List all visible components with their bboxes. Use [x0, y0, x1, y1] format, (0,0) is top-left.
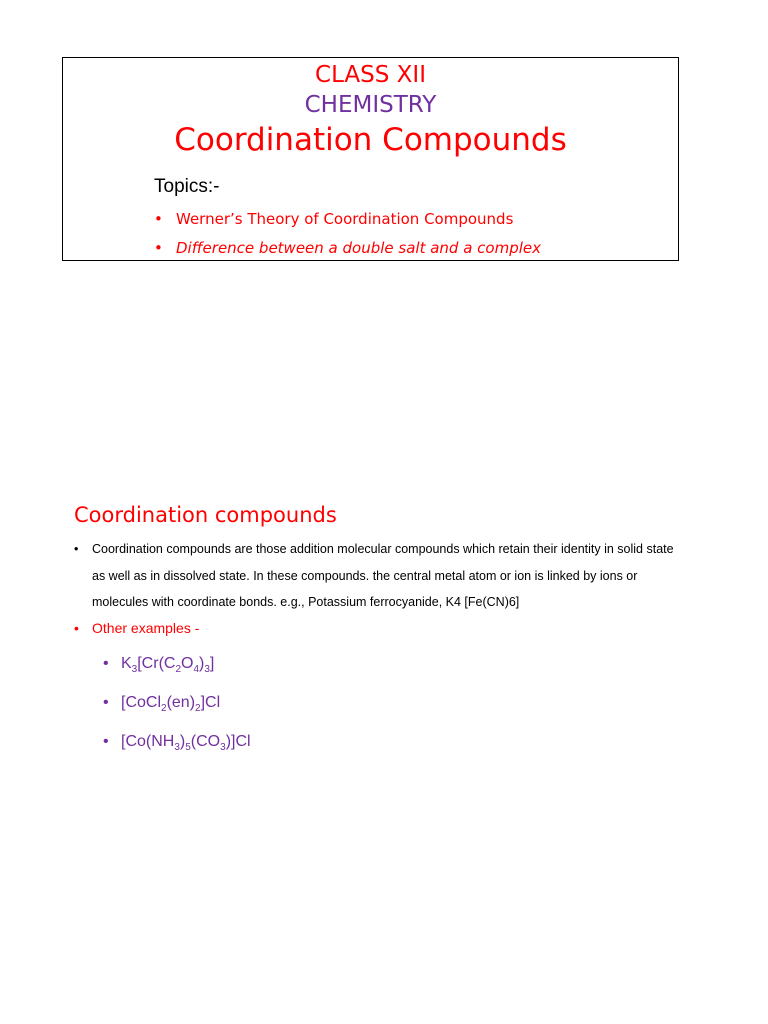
section-title: Coordination compounds [74, 503, 337, 527]
subject-label: CHEMISTRY [304, 92, 437, 118]
formula-text: $K_3[Cr(C_2O_4)_3]$ [121, 655, 215, 676]
formula-item [103, 730, 251, 769]
topic-text: Werner’s Theory of Coordination Compounds [176, 210, 514, 228]
formula-text: $[Co(NH_3)_5(CO_3)]Cl$ [121, 733, 251, 754]
bullet-icon: • [154, 210, 163, 228]
formula-list [103, 652, 251, 769]
formula-item [103, 652, 251, 691]
bullet-icon: • [103, 655, 109, 672]
formula-item [103, 691, 251, 730]
slide-title: Coordination Compounds [174, 122, 567, 158]
bullet-icon: • [74, 542, 79, 556]
formula-text: $[CoCl_2(en)_2]Cl$ [121, 694, 221, 715]
paragraph-text: Coordination compounds are those addition molecular compounds which retain their identity in solid state as well as in dissolved state. In these compounds. the central metal atom or ion is linked by ions or molecules with coordinate bonds. e.g., Potassium ferrocyanide, K4 [Fe(CN)6] [92, 542, 674, 609]
bullet-icon: • [103, 694, 109, 711]
other-examples-label: Other examples - [92, 620, 200, 636]
topic-text: Difference between a double salt and a complex [176, 239, 542, 257]
topic-list [154, 209, 541, 267]
bullet-icon: • [103, 733, 109, 750]
definition-paragraph [74, 536, 674, 616]
bullet-icon: • [74, 620, 79, 636]
other-examples [74, 620, 199, 636]
class-label: CLASS XII [315, 62, 426, 88]
topic-item [154, 238, 541, 267]
topic-item [154, 209, 541, 238]
topics-heading: Topics:- [154, 176, 220, 197]
bullet-icon: • [154, 239, 163, 257]
title-slide [62, 57, 679, 261]
